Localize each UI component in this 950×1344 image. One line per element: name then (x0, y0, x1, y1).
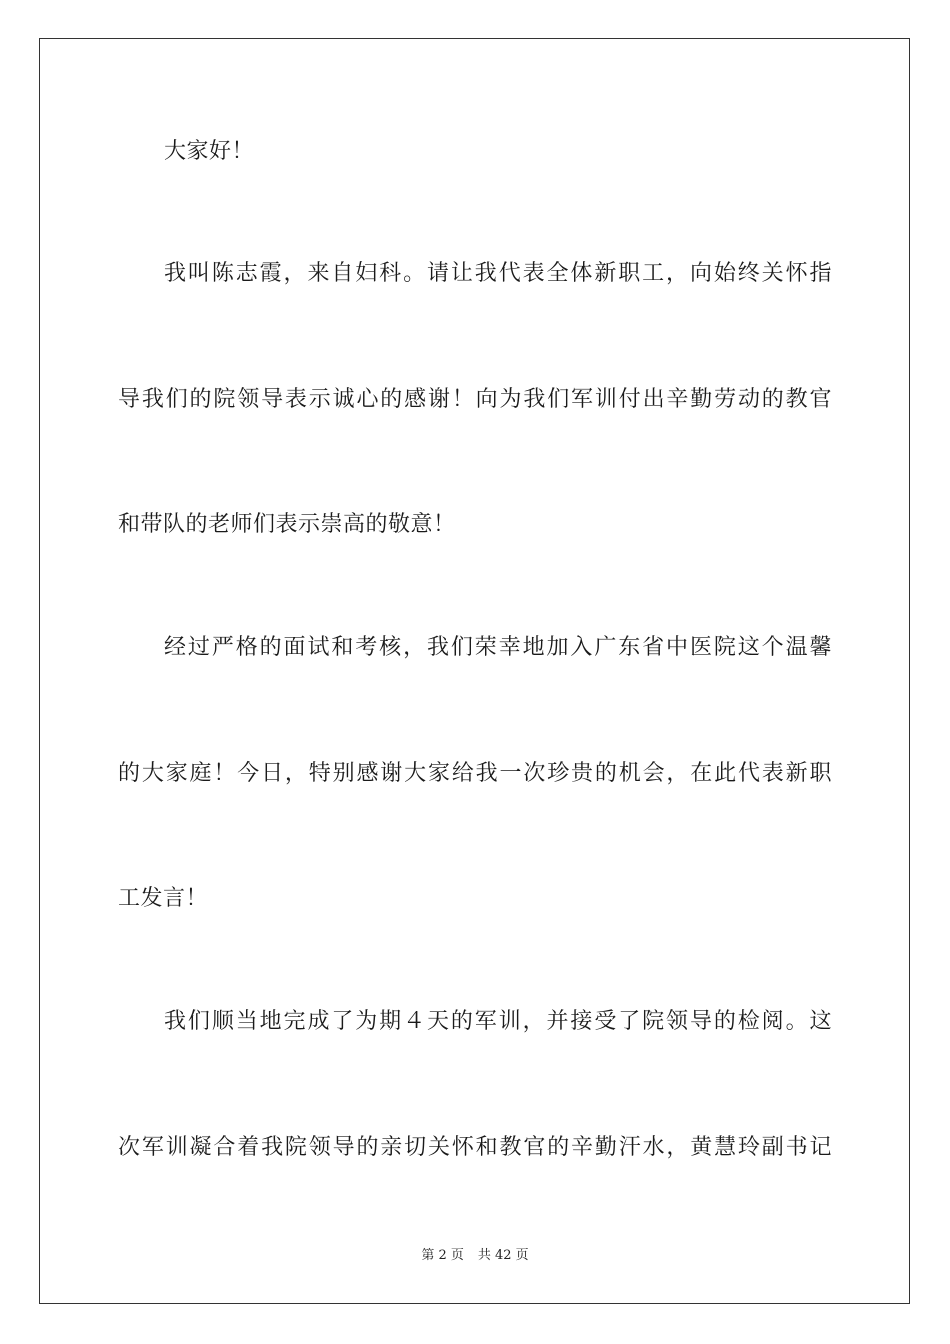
text-line-3: 导我们的院领导表示诚心的感谢！向为我们军训付出辛勤劳动的教官 (118, 387, 832, 412)
page-number: 第 2 页 (421, 1248, 464, 1263)
text-line-4: 和带队的老师们表示崇高的敬意！ (118, 512, 456, 537)
text-line-7: 工发言！ (118, 886, 209, 911)
text-line-9: 次军训凝合着我院领导的亲切关怀和教官的辛勤汗水，黄慧玲副书记 (118, 1135, 832, 1160)
total-pages: 共 42 页 (477, 1248, 529, 1263)
text-line-5: 经过严格的面试和考核，我们荣幸地加入广东省中医院这个温馨 (164, 635, 832, 660)
text-line-2: 我叫陈志霞，来自妇科。请让我代表全体新职工，向始终关怀指 (164, 261, 832, 286)
text-line-8: 我们顺当地完成了为期４天的军训，并接受了院领导的检阅。这 (164, 1009, 832, 1034)
text-line-1: 大家好！ (164, 139, 255, 164)
text-line-6: 的大家庭！今日，特别感谢大家给我一次珍贵的机会，在此代表新职 (118, 761, 832, 786)
page-border (39, 38, 910, 1304)
page-footer (0, 1247, 950, 1265)
